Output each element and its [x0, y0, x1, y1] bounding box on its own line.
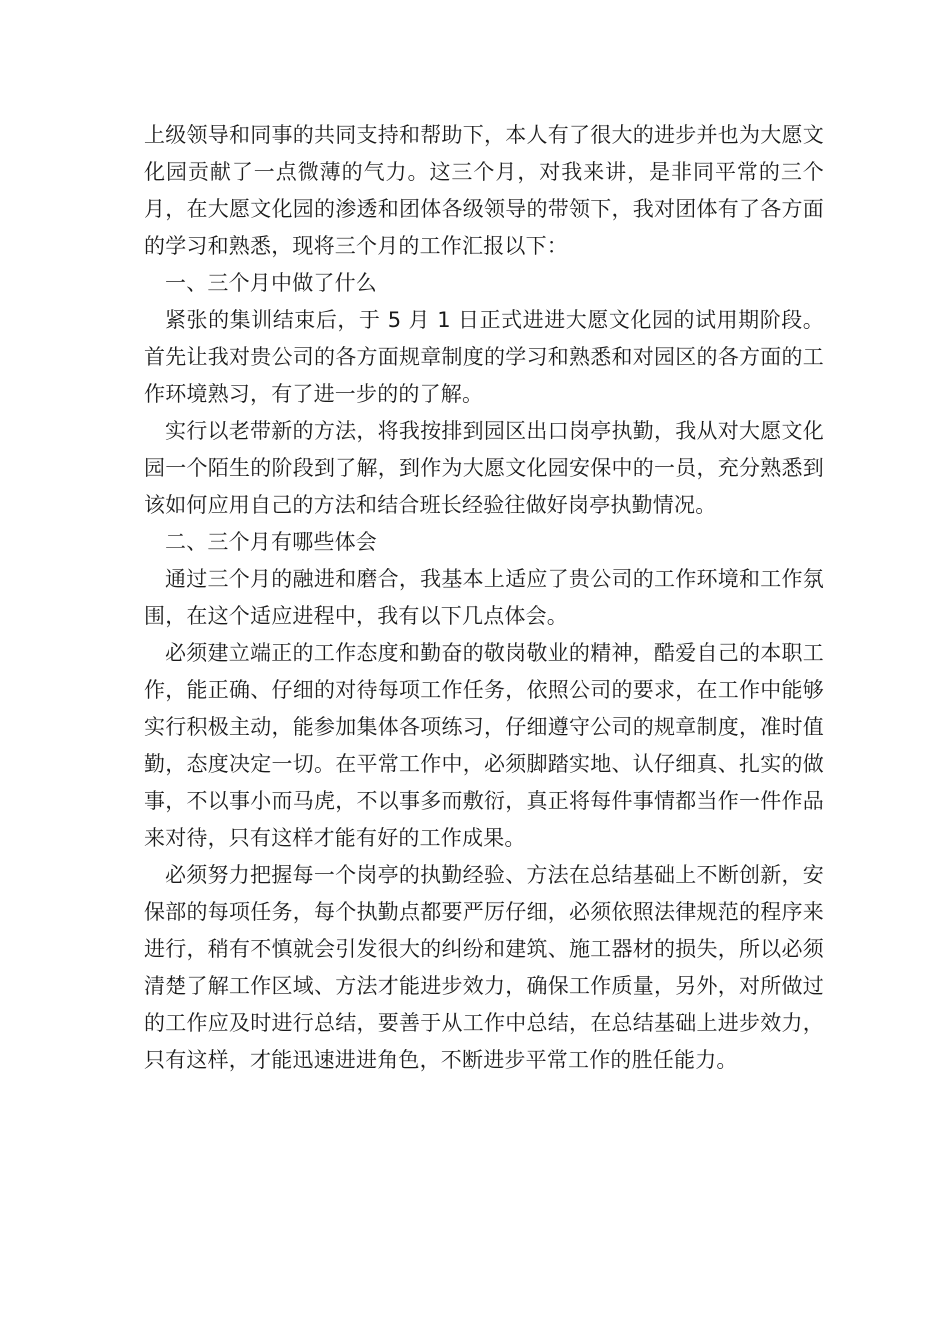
section-heading-2: 二、三个月有哪些体会: [165, 530, 377, 554]
paragraph-experience: 必须努力把握每一个岗亭的执勤经验、方法在总结基础上不断创新，安保部的每项任务，每个执勤点都要严厉仔细，必须依照法律规范的程序来进行，稍有不慎就会引发很大的纠纷和建筑、施工器材的损失，所以必须清楚了解工作区域、方法才能进步效力，确保工作质量，另外，对所做过的工作应及时进行总结，要善于从工作中总结，在总结基础上进步效力，只有这样，才能迅速进进角色，不断进步平常工作的胜任能力。: [144, 863, 824, 1072]
paragraph-training: 紧张的集训结束后，于 5 月 1 日正式进进大愿文化园的试用期阶段。首先让我对贵公司的各方面规章制度的学习和熟悉和对园区的各方面的工作环境熟习，有了进一步的的了解。: [144, 308, 824, 406]
paragraph-mentoring: 实行以老带新的方法，将我按排到园区出口岗亭执勤，我从对大愿文化园一个陌生的阶段到了解，到作为大愿文化园安保中的一员，充分熟悉到该如何应用自己的方法和结合班长经验往做好岗亭执勤情况。: [144, 419, 824, 517]
section-heading-1: 一、三个月中做了什么: [165, 271, 377, 295]
document-body: [144, 117, 824, 1079]
paragraph-attitude: 必须建立端正的工作态度和勤奋的敬岗敬业的精神，酷爱自己的本职工作，能正确、仔细的对待每项工作任务，依照公司的要求，在工作中能够实行积极主动，能参加集体各项练习，仔细遵守公司的规章制度，准时值勤，态度决定一切。在平常工作中，必须脚踏实地、认仔细真、扎实的做事，不以事小而马虎，不以事多而敷衍，真正将每件事情都当作一件作品来对待，只有这样才能有好的工作成果。: [144, 641, 824, 850]
paragraph-intro: 上级领导和同事的共同支持和帮助下，本人有了很大的进步并也为大愿文化园贡献了一点微薄的气力。这三个月，对我来讲，是非同平常的三个月，在大愿文化园的渗透和团体各级领导的带领下，我对团体有了各方面的学习和熟悉，现将三个月的工作汇报以下：: [144, 123, 824, 258]
paragraph-adaptation: 通过三个月的融进和磨合，我基本上适应了贵公司的工作环境和工作氛围，在这个适应进程中，我有以下几点体会。: [144, 567, 824, 628]
